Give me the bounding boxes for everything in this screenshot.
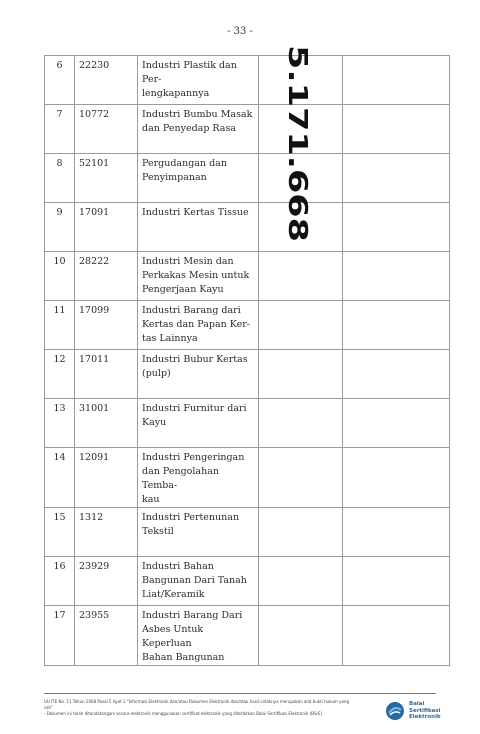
kbli-code: 23929 — [75, 557, 138, 606]
bsre-emblem-icon — [385, 701, 405, 721]
table-row — [45, 203, 450, 252]
table-row — [45, 56, 450, 105]
row-number: 6 — [45, 56, 75, 105]
industry-name: Industri Pengeringan dan Pengolahan Temba- kau — [138, 448, 259, 508]
kbli-code: 17091 — [75, 203, 138, 252]
empty-cell — [343, 606, 450, 666]
row-number: 10 — [45, 252, 75, 301]
industry-name: Industri Bahan Bangunan Dari Tanah Liat/Keramik — [138, 557, 259, 606]
table-row — [45, 508, 450, 557]
row-number: 14 — [45, 448, 75, 508]
bsre-logo-line-2: Sertifikasi — [409, 707, 441, 714]
empty-cell — [343, 203, 450, 252]
document-table — [44, 45, 450, 666]
value-cell — [259, 606, 343, 666]
value-cell — [259, 45, 343, 192]
empty-cell — [343, 56, 450, 105]
empty-cell — [343, 399, 450, 448]
kbli-code: 17011 — [75, 350, 138, 399]
industry-name: Industri Bubur Kertas (pulp) — [138, 350, 259, 399]
value-cell — [259, 557, 343, 606]
kbli-code: 31001 — [75, 399, 138, 448]
kbli-code: 12091 — [75, 448, 138, 508]
footer-note — [44, 699, 354, 717]
bsre-logo — [385, 699, 455, 723]
bsre-logo-text — [409, 701, 457, 721]
kbli-code: 22230 — [75, 56, 138, 105]
kbli-code: 1312 — [75, 508, 138, 557]
row-number: 7 — [45, 105, 75, 154]
table-row — [45, 399, 450, 448]
page-number: - 33 - — [227, 26, 253, 37]
value-cell — [259, 508, 343, 557]
value-cell — [259, 350, 343, 399]
value-cell — [259, 252, 343, 301]
industry-name: Industri Barang dari Kertas dan Papan Ker- tas Lainnya — [138, 301, 259, 350]
row-number: 8 — [45, 154, 75, 203]
bsre-logo-line-1: Balai — [409, 701, 425, 707]
value-cell — [259, 448, 343, 508]
industry-name: Industri Pertenunan Tekstil — [138, 508, 259, 557]
footer-rule — [44, 693, 436, 694]
row-number: 12 — [45, 350, 75, 399]
table-row — [45, 105, 450, 154]
kbli-code: 10772 — [75, 105, 138, 154]
industry-name: Industri Plastik dan Per- lengkapannya — [138, 56, 259, 105]
empty-cell — [343, 301, 450, 350]
table-row — [45, 350, 450, 399]
industry-name: Industri Furnitur dari Kayu — [138, 399, 259, 448]
empty-cell — [343, 154, 450, 203]
kbli-code: 52101 — [75, 154, 138, 203]
empty-cell — [343, 105, 450, 154]
industry-name: Pergudangan dan Penyimpanan — [138, 154, 259, 203]
value-cell — [259, 154, 343, 203]
kbli-code: 28222 — [75, 252, 138, 301]
empty-cell — [343, 350, 450, 399]
table-row — [45, 448, 450, 508]
row-number: 16 — [45, 557, 75, 606]
value-cell — [259, 105, 343, 154]
value-cell — [259, 399, 343, 448]
row-number: 13 — [45, 399, 75, 448]
table-row — [45, 606, 450, 666]
footer-note-line-2: - Dokumen ini telah ditandatangani secara elektronik menggunakan sertifikat elektronik yang diterbitkan Balai Sertifikasi Elektronik (BSrE) — [44, 711, 323, 716]
merged-value-text: 5.171.668 — [282, 45, 312, 192]
table-body — [45, 45, 450, 666]
empty-cell — [343, 557, 450, 606]
value-cell — [259, 203, 343, 252]
row-number: 9 — [45, 203, 75, 252]
table-row — [45, 252, 450, 301]
table-row — [45, 154, 450, 203]
industry-name: Industri Bumbu Masak dan Penyedap Rasa — [138, 105, 259, 154]
footer-note-line-1: UU ITE No. 11 Tahun 2008 Pasal 5 Ayat 1 "Informasi Elektronik dan/atau Dokumen Elektronik dan/atau hasil cetaknya merupakan alat bukti hukum yang sah" — [44, 699, 349, 710]
industry-name: Industri Mesin dan Perkakas Mesin untuk Pengerjaan Kayu — [138, 252, 259, 301]
value-cell — [259, 301, 343, 350]
empty-cell — [343, 252, 450, 301]
table-row — [45, 557, 450, 606]
industry-name: Industri Barang Dari Asbes Untuk Keperluan Bahan Bangunan — [138, 606, 259, 666]
industry-name: Industri Kertas Tissue — [138, 203, 259, 252]
row-number: 15 — [45, 508, 75, 557]
table-row — [45, 301, 450, 350]
row-number: 17 — [45, 606, 75, 666]
row-number: 11 — [45, 301, 75, 350]
kbli-code: 23955 — [75, 606, 138, 666]
empty-cell — [343, 448, 450, 508]
empty-cell — [343, 508, 450, 557]
kbli-code: 17099 — [75, 301, 138, 350]
bsre-logo-line-3: Elektronik — [409, 714, 441, 720]
